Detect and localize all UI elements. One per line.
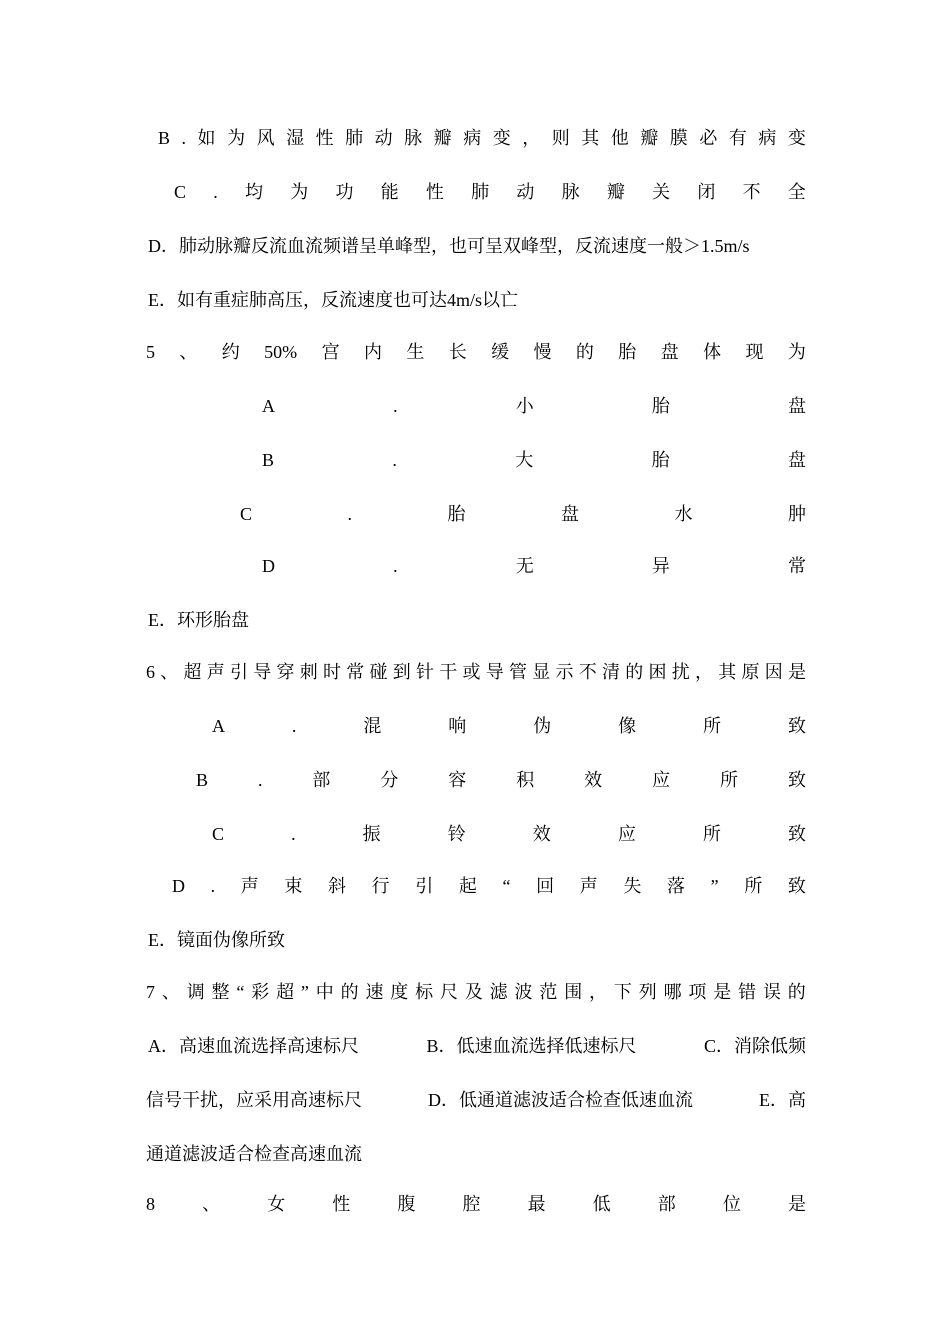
- char: 所: [744, 876, 763, 896]
- char: .: [392, 450, 397, 470]
- char: 引: [415, 876, 434, 896]
- char: 度: [390, 982, 409, 1002]
- char: 内: [363, 342, 382, 362]
- char: 病: [463, 128, 482, 148]
- char: 体: [703, 342, 722, 362]
- char: 腔: [462, 1194, 481, 1214]
- char: 肺: [345, 128, 364, 148]
- option-text: C．消除低频: [703, 1036, 806, 1056]
- char: 小: [515, 396, 534, 416]
- char: 时: [323, 662, 341, 682]
- char: 是: [787, 1194, 806, 1214]
- char: 长: [448, 342, 467, 362]
- char: 为: [787, 342, 806, 362]
- char: 性: [315, 128, 334, 148]
- char: 现: [745, 342, 764, 362]
- char: A: [212, 716, 225, 736]
- char: ”: [300, 982, 309, 1002]
- char: 原: [741, 662, 760, 682]
- char: 最: [527, 1194, 546, 1214]
- char: .: [393, 556, 398, 576]
- char: 起: [458, 876, 477, 896]
- char: 哪: [663, 982, 682, 1002]
- char: 他: [610, 128, 629, 148]
- char: 为: [290, 182, 309, 202]
- char: B: [262, 450, 275, 470]
- char: .: [291, 824, 296, 844]
- char: .: [181, 128, 187, 148]
- char: 像: [618, 716, 637, 736]
- q7-options-line-3: [146, 1140, 806, 1168]
- char: 积: [516, 770, 535, 790]
- char: 错: [738, 982, 757, 1002]
- char: 下: [613, 982, 632, 1002]
- char: 胎: [651, 396, 670, 416]
- q6-option-b: [196, 766, 806, 794]
- char: 盘: [560, 504, 579, 524]
- char: 声: [206, 662, 225, 682]
- char: 慢: [533, 342, 552, 362]
- option-text: A．高速血流选择高速标尺: [148, 1036, 359, 1056]
- char: 全: [787, 182, 806, 202]
- char: 膜: [669, 128, 688, 148]
- char: 脉: [561, 182, 580, 202]
- char: 的: [787, 982, 806, 1002]
- char: 女: [267, 1194, 286, 1214]
- char: 声: [240, 876, 259, 896]
- char: 不: [578, 662, 597, 682]
- char: 部: [657, 1194, 676, 1214]
- question-5: [146, 338, 806, 366]
- char: 清: [602, 662, 620, 682]
- char: 、: [161, 982, 180, 1002]
- char: 6: [146, 662, 155, 682]
- char: 因: [764, 662, 783, 682]
- char: D: [262, 556, 275, 576]
- char: 腹: [397, 1194, 416, 1214]
- char: 应: [617, 824, 636, 844]
- char: 盘: [788, 396, 806, 416]
- char: 引: [230, 662, 248, 682]
- q6-option-d: [172, 872, 806, 900]
- char: 或: [462, 662, 481, 682]
- char: 则: [551, 128, 570, 148]
- char: 8: [146, 1194, 155, 1214]
- char: 性: [425, 182, 444, 202]
- char: 调: [186, 982, 205, 1002]
- char: .: [291, 716, 297, 736]
- q6-option-a: [212, 712, 806, 740]
- char: 湿: [286, 128, 305, 148]
- char: 回: [536, 876, 555, 896]
- char: 滤: [489, 982, 508, 1002]
- char: 、: [160, 662, 179, 682]
- char: 肺: [471, 182, 490, 202]
- char: .: [257, 770, 263, 790]
- text: D．肺动脉瓣反流血流频谱呈单峰型，也可呈双峰型，反流速度一般＞1.5m/s: [148, 236, 750, 256]
- char: 行: [371, 876, 390, 896]
- char: 刺: [299, 662, 318, 682]
- char: 响: [448, 716, 467, 736]
- char: 针: [416, 662, 434, 682]
- char: 胎: [447, 504, 466, 524]
- char: 5: [146, 342, 155, 362]
- char: 效: [584, 770, 603, 790]
- char: 穿: [276, 662, 295, 682]
- char: 分: [380, 770, 399, 790]
- char: 铃: [447, 824, 466, 844]
- char: 示: [555, 662, 574, 682]
- char: 是: [713, 982, 732, 1002]
- char: 、: [202, 1194, 221, 1214]
- char: 波: [514, 982, 533, 1002]
- q5-option-d: [262, 552, 806, 580]
- option-b-line: [158, 124, 806, 152]
- char: 致: [787, 876, 806, 896]
- char: C: [240, 504, 253, 524]
- char: 应: [652, 770, 671, 790]
- char: 水: [674, 504, 693, 524]
- char: 伪: [533, 716, 552, 736]
- char: “: [236, 982, 245, 1002]
- char: 的: [340, 982, 359, 1002]
- char: 所: [702, 824, 721, 844]
- char: 异: [651, 556, 670, 576]
- char: .: [213, 182, 218, 202]
- char: 导: [253, 662, 272, 682]
- char: 、: [179, 342, 198, 362]
- char: 宫: [321, 342, 340, 362]
- option-text: E．高: [759, 1090, 806, 1110]
- char: 是: [788, 662, 806, 682]
- char: 脉: [404, 128, 423, 148]
- char: 其: [718, 662, 737, 682]
- option-text: D．低通道滤波适合检查低速血流: [428, 1090, 693, 1110]
- char: 病: [758, 128, 777, 148]
- char: ”: [710, 876, 719, 896]
- char: 束: [284, 876, 303, 896]
- text: E．环形胎盘: [148, 610, 249, 630]
- char: 中: [315, 982, 334, 1002]
- q5-option-a: [262, 392, 806, 420]
- question-6: [146, 658, 806, 686]
- char: “: [502, 876, 511, 896]
- char: 的: [575, 342, 594, 362]
- char: 围: [564, 982, 583, 1002]
- char: 标: [415, 982, 434, 1002]
- char: 及: [464, 982, 483, 1002]
- char: 常: [788, 556, 806, 576]
- char: 瓣: [640, 128, 659, 148]
- q7-options-line-1: [148, 1032, 806, 1060]
- char: B: [158, 128, 171, 148]
- text: E．镜面伪像所致: [148, 930, 285, 950]
- char: 显: [532, 662, 551, 682]
- char: 约: [221, 342, 240, 362]
- char: 的: [625, 662, 644, 682]
- char: 瓣: [433, 128, 452, 148]
- char: C: [212, 824, 225, 844]
- char: 致: [787, 716, 806, 736]
- char: 生: [406, 342, 425, 362]
- char: 致: [787, 824, 806, 844]
- char: 低: [592, 1194, 611, 1214]
- char: ，: [695, 662, 713, 682]
- char: 位: [722, 1194, 741, 1214]
- char: 斜: [328, 876, 346, 896]
- char: D: [172, 876, 185, 896]
- char: 干: [439, 662, 458, 682]
- char: 必: [699, 128, 718, 148]
- char: 范: [539, 982, 558, 1002]
- char: 能: [380, 182, 399, 202]
- char: 落: [667, 876, 685, 896]
- char: 如: [197, 128, 216, 148]
- char: 效: [532, 824, 551, 844]
- char: 碰: [369, 662, 388, 682]
- char: 其: [581, 128, 600, 148]
- char: .: [347, 504, 352, 524]
- char: 速: [365, 982, 384, 1002]
- char: 所: [703, 716, 722, 736]
- option-text: 信号干扰，应采用高速标尺: [146, 1090, 362, 1110]
- char: 列: [638, 982, 657, 1002]
- char: 容: [448, 770, 467, 790]
- char: 致: [787, 770, 806, 790]
- q5-option-b: [262, 446, 806, 474]
- char: 振: [362, 824, 381, 844]
- char: 风: [256, 128, 275, 148]
- char: ，: [589, 982, 608, 1002]
- char: 变: [787, 128, 806, 148]
- char: ，: [522, 128, 541, 148]
- char: 性: [332, 1194, 351, 1214]
- question-8: [146, 1190, 806, 1218]
- char: 胎: [618, 342, 637, 362]
- char: 困: [648, 662, 667, 682]
- char: .: [210, 876, 216, 896]
- text: E．如有重症肺高压，反流速度也可达4m/s以亡: [148, 290, 519, 310]
- char: 误: [762, 982, 781, 1002]
- char: 管: [509, 662, 527, 682]
- q5-option-c: [240, 500, 806, 528]
- q7-options-line-2: [146, 1086, 806, 1114]
- char: 关: [652, 182, 671, 202]
- char: 变: [492, 128, 511, 148]
- char: 瓣: [606, 182, 625, 202]
- char: 盘: [660, 342, 679, 362]
- char: 均: [244, 182, 263, 202]
- text: 通道滤波适合检查高速血流: [146, 1144, 362, 1164]
- char: 闭: [697, 182, 716, 202]
- option-d-line: [148, 232, 808, 260]
- char: 项: [688, 982, 707, 1002]
- char: 大: [515, 450, 534, 470]
- char: .: [393, 396, 398, 416]
- char: 彩: [251, 982, 270, 1002]
- char: C: [174, 182, 187, 202]
- char: 动: [374, 128, 393, 148]
- char: 肿: [787, 504, 806, 524]
- char: 尺: [439, 982, 458, 1002]
- char: B: [196, 770, 209, 790]
- option-c-line: [174, 178, 806, 206]
- question-7: [146, 978, 806, 1006]
- char: 导: [485, 662, 504, 682]
- char: 部: [312, 770, 331, 790]
- char: 动: [516, 182, 535, 202]
- q6-option-e: [148, 926, 808, 954]
- char: A: [262, 396, 275, 416]
- char: 有: [728, 128, 747, 148]
- char: 混: [363, 716, 382, 736]
- char: 功: [335, 182, 354, 202]
- option-e-line: [148, 286, 808, 314]
- char: 到: [392, 662, 411, 682]
- char: 7: [146, 982, 155, 1002]
- char: 失: [623, 876, 642, 896]
- q5-option-e: [148, 606, 808, 634]
- char: 为: [227, 128, 246, 148]
- char: 扰: [671, 662, 690, 682]
- char: 无: [515, 556, 534, 576]
- char: 声: [579, 876, 598, 896]
- char: 缓: [491, 342, 510, 362]
- option-text: B．低速血流选择低速标尺: [426, 1036, 637, 1056]
- char: 不: [742, 182, 761, 202]
- char: 胎: [651, 450, 670, 470]
- char: 所: [720, 770, 739, 790]
- char: 盘: [787, 450, 806, 470]
- char: 超: [276, 982, 295, 1002]
- char: 整: [211, 982, 230, 1002]
- char: 50%: [264, 342, 298, 362]
- char: 超: [183, 662, 202, 682]
- char: 常: [346, 662, 365, 682]
- q6-option-c: [212, 820, 806, 848]
